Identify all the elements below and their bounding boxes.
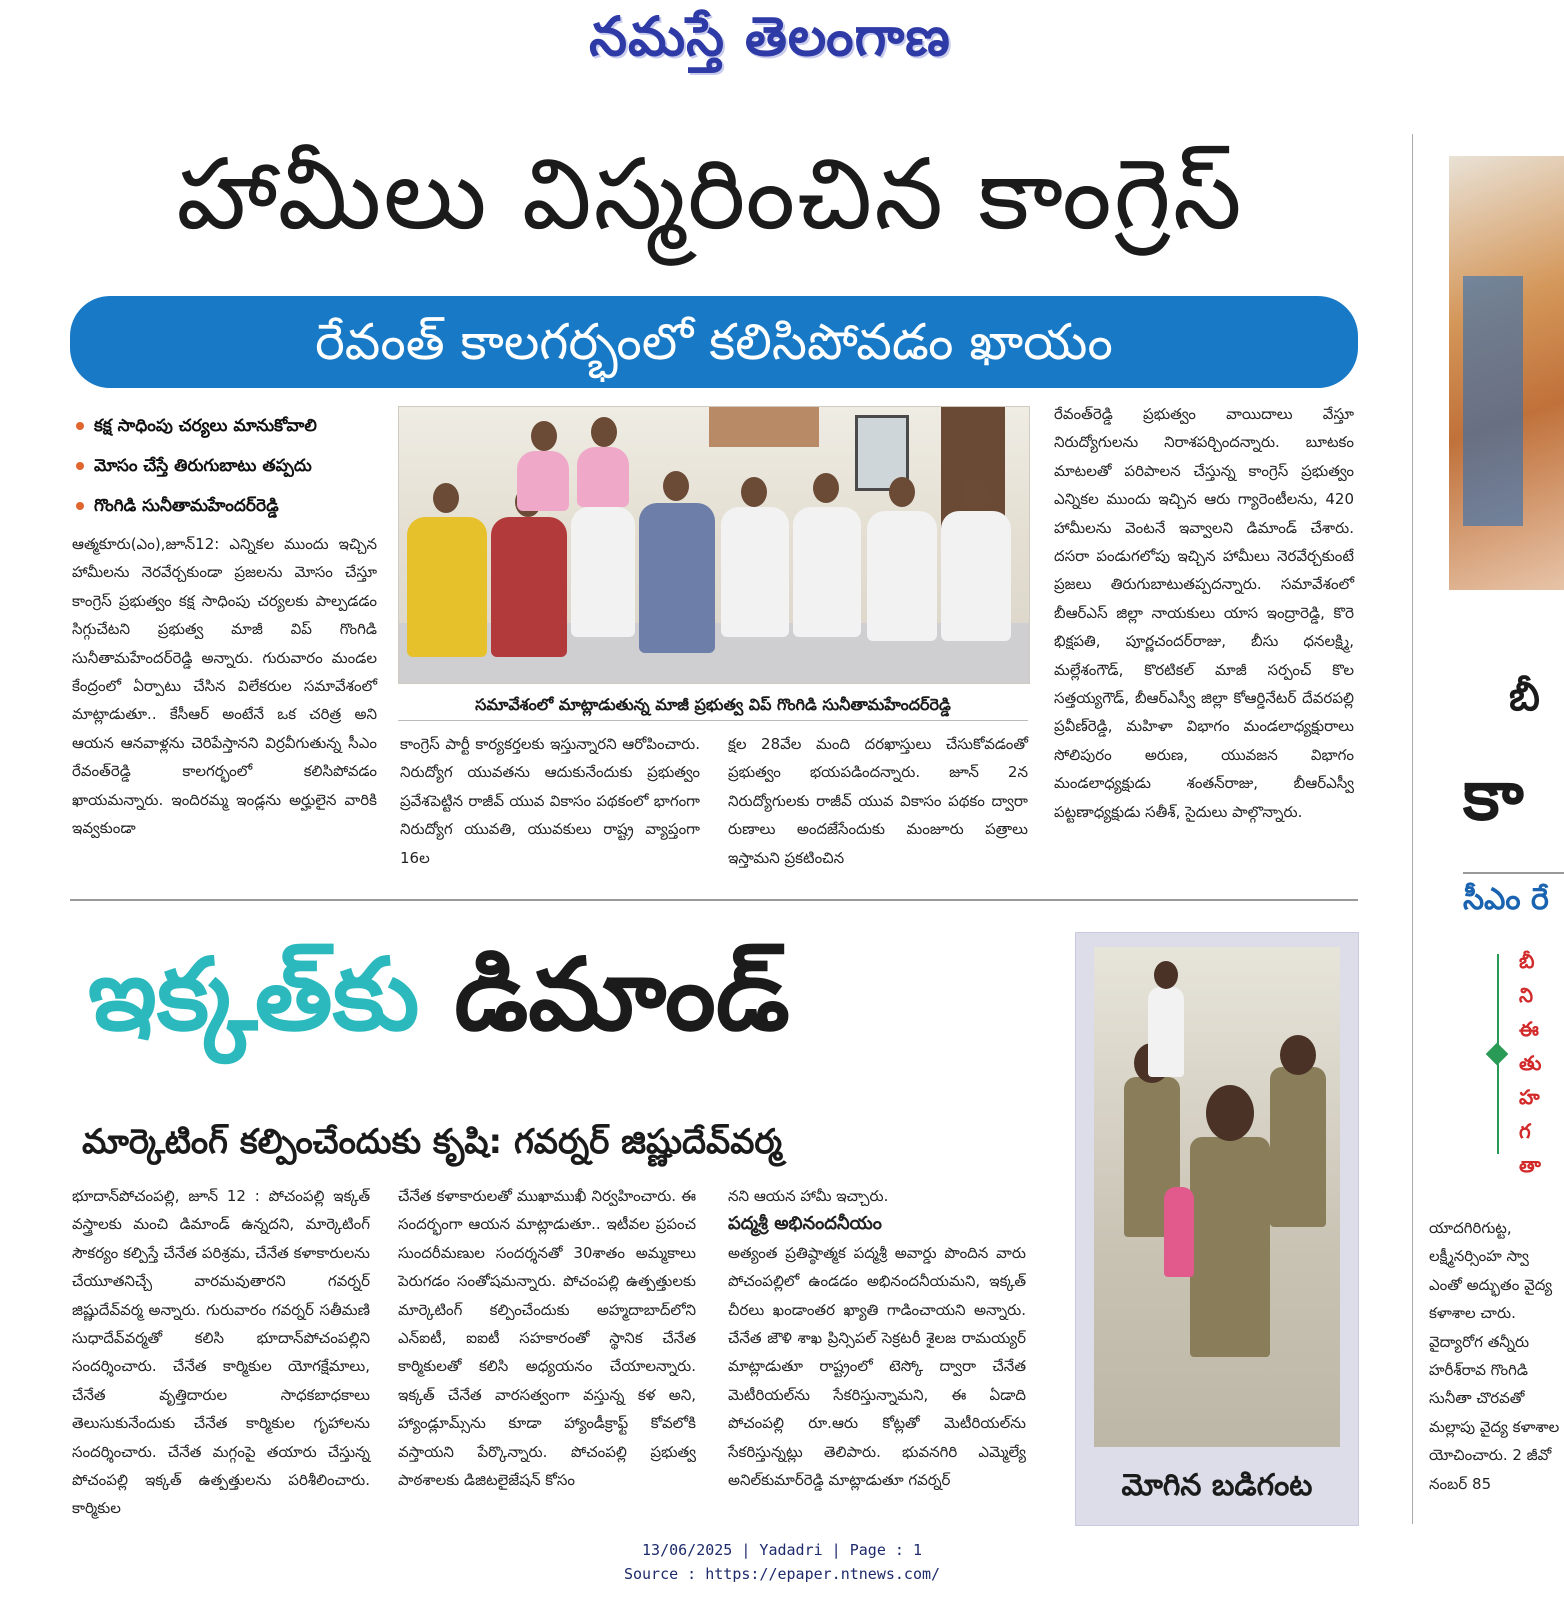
bullet-list: [72, 406, 382, 526]
headline-banner: రేవంత్ కాలగర్భంలో కలిసిపోవడం ఖాయం: [70, 296, 1358, 388]
story2-column-3: [728, 1182, 1026, 1494]
right-column-story: [1412, 134, 1564, 1524]
highlight-line: ఈ: [1519, 1017, 1539, 1041]
highlight-line: ని: [1519, 983, 1534, 1007]
headline-teal-part: ఇక్కత్‌కు: [88, 936, 420, 1053]
diamond-icon: [1486, 1043, 1509, 1066]
story2-subtitle: పద్మశ్రీ అభినందనీయం: [728, 1213, 882, 1235]
bullet-item: గొంగిడి సునీతామహేందర్‌రెడ్డి: [72, 486, 382, 526]
meeting-photo: [398, 406, 1030, 684]
story1-column-4: రేవంత్‌రెడ్డి ప్రభుత్వం వాయిదాలు వేస్తూ నిరుద్యోగులను నిరాశపర్చిందన్నారు. బూటకం మాటలతో పరిపాలన చేస్తున్న కాంగ్రెస్ ప్రభుత్వం ఎన్నికల ముందు ఇచ్చిన ఆరు గ్యారెంటీలను, 420 హామీలను వెంటనే ఇవ్వాలని డిమాండ్ చేశారు. దసరా పండుగలోపు ఇచ్చిన హామీలు నెరవేర్చకుంటే ప్రజలు తిరుగుబాటుతప్పదన్నారు. సమావేశంలో బీఆర్‌ఎస్ జిల్లా నాయకులు యాస ఇంద్రారెడ్డి, కొరె భిక్షపతి, పూర్ణచందర్‌రాజు, బీసు ధనలక్ష్మి, మల్లేశంగౌడ్, కొరటికల్ మాజీ సర్పంచ్ కొల సత్తయ్యగౌడ్, బీఆర్‌ఎస్వీ జిల్లా కోఆర్డినేటర్ దేవరపల్లి ప్రవీణ్‌రెడ్డి, మహిళా విభాగం మండలాధ్యక్షురాలు సోలిపురం అరుణ, యువజన విభాగం మండలాధ్యక్షుడు శంతన్‌రాజు, బీఆర్‌ఎస్వీ పట్టణాధ్యక్షుడు సతీశ్, సైదులు పాల్గొన్నారు.: [1054, 405, 1354, 821]
footer-date-line: 13/06/2025 | Yadadri | Page : 1: [642, 1541, 922, 1559]
story1-column-1: ఆత్మకూరు(ఎం),జూన్12: ఎన్నికల ముందు ఇచ్చిన హామీలను నెరవేర్చకుండా ప్రజలను మోసం చేస్తూ కాంగ్రెస్ ప్రభుత్వం కక్ష సాధింపు చర్యలకు పాల్పడడం సిగ్గుచేటని ప్రభుత్వ మాజీ విప్ గొంగిడి సునీతామహేందర్‌రెడ్డి అన్నారు. గురువారం మండల కేంద్రంలో ఏర్పాటు చేసిన విలేకరుల సమావేశంలో మాట్లాడుతూ.. కేసీఆర్ అంటేనే ఒక చరిత్ర అని ఆయన ఆనవాళ్లను చెరిపేస్తానని విర్రవీగుతున్న సీఎం రేవంత్‌రెడ్డి కాలగర్భంలో కలిసిపోవడం ఖాయమన్నారు. ఇందిరమ్మ ఇండ్లను అర్హులైన వారికి ఇవ్వకుండా: [72, 535, 377, 838]
right-column-body: యాదగిరిగుట్ట, లక్ష్మీనర్సింహ స్వా ఎంతో అద్భుతం వైద్య కళాశాల చారు. వైద్యారోగ తన్నీరు హరీశ్‌రావ గొంగిడి సునీతా చొరవతో మల్లాపు వైద్య కళాశాల యోచించారు. 2 జీవో నంబర్ 85: [1429, 1219, 1560, 1493]
bullet-item: కక్ష సాధింపు చర్యలు మానుకోవాలి: [72, 406, 382, 446]
right-column-photo: [1449, 156, 1564, 590]
headline-black-part: డిమాండ్: [454, 936, 790, 1053]
footer-source-link[interactable]: Source : https://epaper.ntnews.com/: [623, 1565, 941, 1583]
highlight-line: తా: [1519, 1153, 1541, 1177]
highlight-line: తు: [1519, 1051, 1542, 1075]
right-column-subhead: సీఎం రే: [1463, 882, 1549, 917]
school-photo-caption: మోగిన బడిగంట: [1121, 1468, 1313, 1503]
right-column-headline: కా: [1463, 754, 1524, 836]
masthead-logo: నమస్తే తెలంగాణ: [589, 5, 951, 68]
highlight-line: హ: [1519, 1085, 1540, 1109]
right-column-highlights: [1519, 944, 1564, 1182]
highlight-line: బీ: [1519, 949, 1535, 973]
highlight-line: గ: [1519, 1119, 1531, 1143]
story2-column-3-lead: నని ఆయన హామీ ఇచ్చారు.: [728, 1187, 889, 1205]
school-photo: [1075, 932, 1359, 1526]
story2-column-2: చేనేత కళాకారులతో ముఖాముఖీ నిర్వహించారు. ఈ సందర్భంగా ఆయన మాట్లాడుతూ.. ఇటీవల ప్రపంచ సుందరీమణుల సందర్శనతో 30శాతం అమ్మకాలు పెరుగడం సంతోషమన్నారు. పోచంపల్లి ఉత్పత్తులకు మార్కెటింగ్ కల్పించేందుకు అహ్మదాబాద్‌లోని ఎన్ఐటీ, ఐఐటీ సహకారంతో స్థానిక చేనేత కార్మికులతో కలిసి అధ్యయనం చేయాలన్నారు. ఇక్కత్ చేనేత వారసత్వంగా వస్తున్న కళ అని, హ్యాండ్లూమ్స్‌ను కూడా హ్యాండీక్రాఫ్ట్ కోవలోకి వస్తాయని పేర్కొన్నారు. పోచంపల్లి ప్రభుత్వ పాఠశాలకు డిజిటలైజేషన్ కోసం: [398, 1187, 696, 1490]
headline-ikkat: [88, 930, 1028, 1060]
subheadline-ikkat: మార్కెటింగ్ కల్పించేందుకు కృషి: గవర్నర్ జిష్ణుదేవ్‌వర్మ: [82, 1122, 783, 1162]
section-divider: [70, 899, 1358, 901]
story1-column-3: క్షల 28వేల మంది దరఖాస్తులు చేసుకోవడంతో ప్రభుత్వం భయపడిందన్నారు. జూన్ 2న నిరుద్యోగులకు రాజీవ్ యువ వికాసం పథకం ద్వారా రుణాలు అందజేసేందుకు మంజూరు పత్రాలు ఇస్తామని ప్రకటించిన: [728, 735, 1028, 867]
bullet-item: మోసం చేస్తే తిరుగుబాటు తప్పదు: [72, 446, 382, 486]
story2-column-1: భూదాన్‌పోచంపల్లి, జూన్ 12 : పోచంపల్లి ఇక్కత్ వస్త్రాలకు మంచి డిమాండ్ ఉన్నదని, మార్కెటింగ్ సౌకర్యం కల్పిస్తే చేనేత పరిశ్రమ, చేనేత కళాకారులను చేయూతనిచ్చే వారమవుతారని గవర్నర్ జిష్ణుదేవ్‌వర్మ అన్నారు. గురువారం గవర్నర్ సతీమణి సుధాదేవ్‌వర్మతో కలిసి భూదాన్‌పోచంపల్లిని సందర్శించారు. చేనేత కార్మికుల యోగక్షేమాలు, చేనేత వృత్తిదారుల సాధకబాధకాలు తెలుసుకునేందుకు చేనేత కార్మికుల గృహాలను సందర్శించారు. చేనేత మగ్గంపై తయారు చేస్తున్న పోచంపల్లి ఇక్కత్ ఉత్పత్తులను పరిశీలించారు. కార్మికుల: [72, 1187, 370, 1518]
headline-main: హామీలు విస్మరించిన కాంగ్రెస్: [176, 138, 1244, 252]
page-footer: [482, 1538, 1082, 1586]
right-column-divider: [1463, 872, 1564, 874]
right-column-title: బీ: [1509, 674, 1540, 720]
photo-caption: సమావేశంలో మాట్లాడుతున్న మాజీ ప్రభుత్వ విప్ గొంగిడి సునీతామహేందర్‌రెడ్డి: [398, 690, 1028, 721]
story1-column-2: కాంగ్రెస్ పార్టీ కార్యకర్తలకు ఇస్తున్నారని ఆరోపించారు. నిరుద్యోగ యువతను ఆదుకునేందుకు ప్రభుత్వం ప్రవేశపెట్టిన రాజీవ్ యువ వికాసం పథకంలో భాగంగా నిరుద్యోగ యువతి, యువకులు రాష్ట్ర వ్యాప్తంగా 16ల: [400, 735, 700, 867]
story2-column-3-body: అత్యంత ప్రతిష్ఠాత్మక పద్మశ్రీ అవార్డు పొందిన వారు పోచంపల్లిలో ఉండడం అభినందనీయమని, ఇక్కత్ చీరలు ఖండాంతర ఖ్యాతి గాడించాయని అన్నారు. చేనేత జౌళి శాఖ ప్రిన్సిపల్ సెక్రటరీ శైలజ రామయ్యర్ మాట్లాడుతూ రాష్ట్రంలో టెస్కో ద్వారా చేనేత మెటీరియల్‌ను సేకరిస్తున్నామని, ఈ ఏడాది పోచంపల్లి రూ.ఆరు కోట్లతో మెటీరియల్‌ను సేకరిస్తున్నట్లు తెలిపారు. భువనగిరి ఎమ్మెల్యే అనిల్‌కుమార్‌రెడ్డి మాట్లాడుతూ గవర్నర్: [728, 1243, 1026, 1490]
